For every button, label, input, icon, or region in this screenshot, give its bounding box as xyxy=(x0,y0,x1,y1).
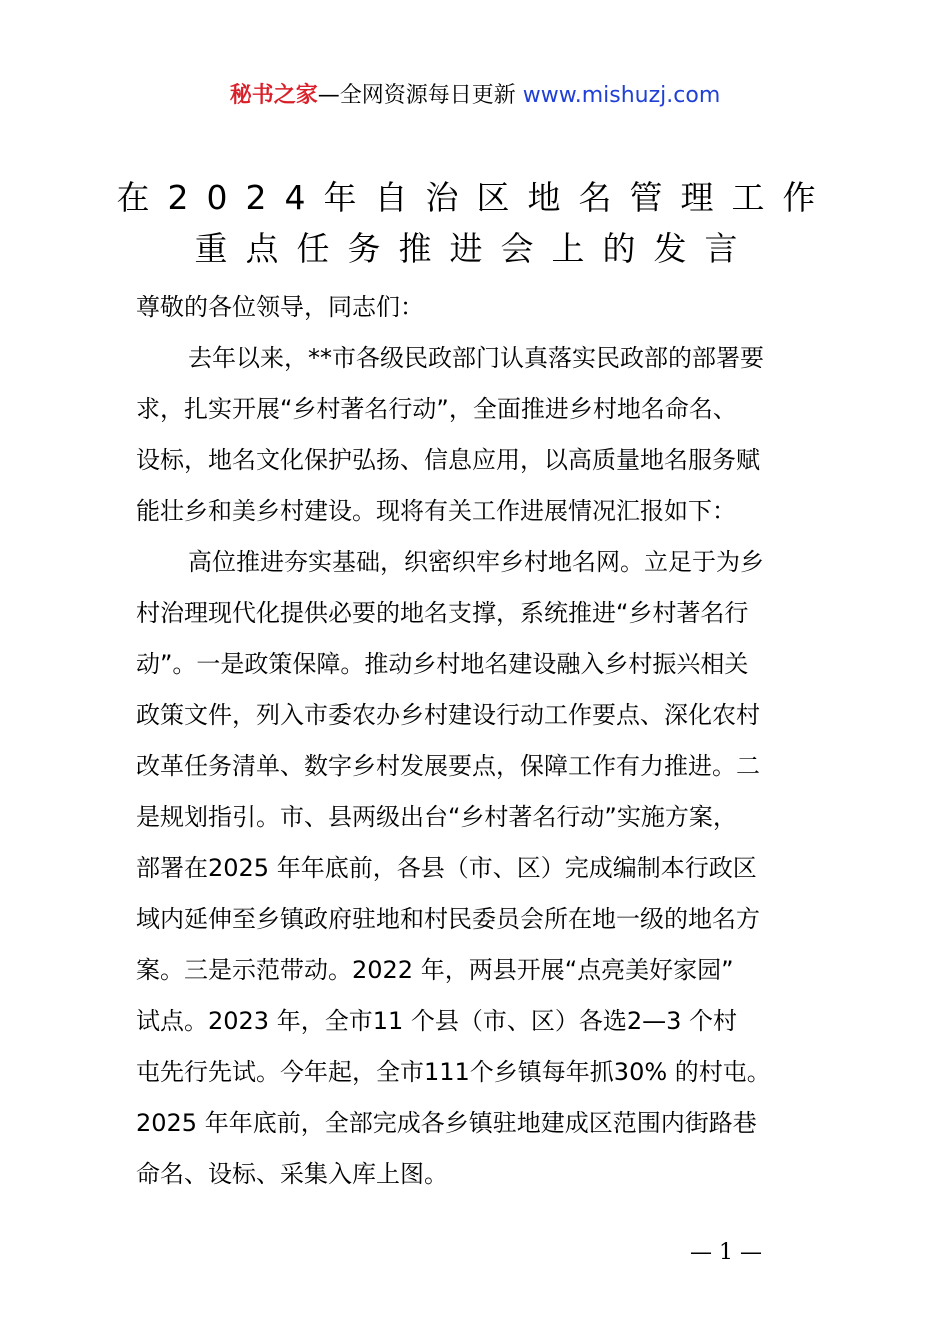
paragraph-line: 政策文件，列入市委农办乡村建设行动工作要点、深化农村 xyxy=(136,701,760,729)
document-title-line-1: 在2024年自治区地名管理工作 xyxy=(116,178,834,217)
document-title-line-2: 重点任务推进会上的发言 xyxy=(194,229,756,268)
paragraph-line: 设标，地名文化保护弘扬、信息应用，以高质量地名服务赋 xyxy=(136,446,760,474)
paragraph-line: 村治理现代化提供必要的地名支撑，系统推进“乡村著名行 xyxy=(136,599,749,627)
paragraph-line: 域内延伸至乡镇政府驻地和村民委员会所在地一级的地名方 xyxy=(136,905,760,933)
paragraph-line: 改革任务清单、数字乡村发展要点，保障工作有力推进。二 xyxy=(136,752,760,780)
site-header xyxy=(0,80,950,112)
paragraph-line: 案。三是示范带动。2022 年，两县开展“点亮美好家园” xyxy=(136,956,734,984)
paragraph-line: 能壮乡和美乡村建设。现将有关工作进展情况汇报如下： xyxy=(136,497,736,525)
document-body xyxy=(136,282,836,1200)
site-tagline: —全网资源每日更新 xyxy=(317,83,516,108)
paragraph-line: 高位推进夯实基础，织密织牢乡村地名网。立足于为乡 xyxy=(188,548,764,576)
paragraph-line: 试点。2023 年，全市11 个县（市、区）各选2—3 个村 xyxy=(136,1007,738,1035)
page-number: — 1 — xyxy=(690,1240,762,1265)
paragraph-line: 求，扎实开展“乡村著名行动”，全面推进乡村地名命名、 xyxy=(136,395,737,423)
paragraph-line: 去年以来，**市各级民政部门认真落实民政部的部署要 xyxy=(188,344,764,372)
paragraph-line: 动”。一是政策保障。推动乡村地名建设融入乡村振兴相关 xyxy=(136,650,749,678)
paragraph-line: 部署在2025 年年底前，各县（市、区）完成编制本行政区 xyxy=(136,854,757,882)
site-brand: 秘书之家 xyxy=(229,83,318,108)
site-url-link[interactable]: www.mishuzj.com xyxy=(522,83,721,108)
paragraph-line: 2025 年年底前，全部完成各乡镇驻地建成区范围内街路巷 xyxy=(136,1109,757,1137)
salutation: 尊敬的各位领导，同志们： xyxy=(136,293,424,321)
paragraph-line: 命名、设标、采集入库上图。 xyxy=(136,1160,448,1188)
paragraph-line: 屯先行先试。今年起，全市111个乡镇每年抓30% 的村屯。 xyxy=(136,1058,771,1086)
paragraph-line: 是规划指引。市、县两级出台“乡村著名行动”实施方案， xyxy=(136,803,737,831)
